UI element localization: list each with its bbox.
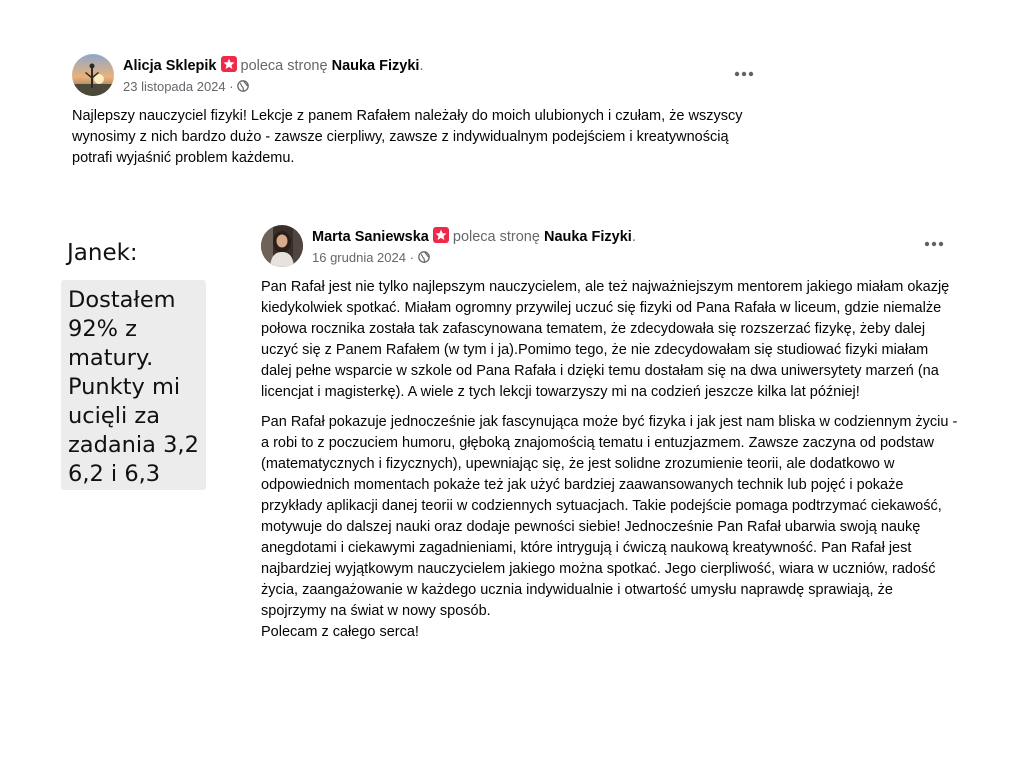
review-post-marta — [250, 212, 964, 698]
page-name-link[interactable]: Nauka Fizyki — [543, 229, 632, 245]
post-text — [261, 277, 961, 652]
avatar[interactable] — [261, 225, 303, 267]
post-header: Marta Saniewska poleca stronę Nauka Fizyki. — [312, 229, 636, 245]
side-note-text: Dostałem 92% z matury. Punkty mi ucięli za zadania 3,2 6,2 i 6,3 — [68, 287, 199, 487]
avatar[interactable] — [72, 54, 114, 96]
side-note-name: Janek: — [67, 240, 138, 266]
review-post-alicja — [62, 42, 770, 180]
author-name[interactable]: Marta Saniewska — [312, 229, 429, 245]
globe-icon — [237, 80, 249, 92]
post-date[interactable]: 23 listopada 2024 — [123, 79, 226, 94]
post-meta: 16 grudnia 2024 · — [312, 250, 430, 266]
post-meta: 23 listopada 2024 · — [123, 79, 249, 95]
recommends-text: poleca stronę — [240, 58, 328, 74]
post-header: Alicja Sklepik poleca stronę Nauka Fizyki. — [123, 58, 424, 74]
post-paragraph: Najlepszy nauczyciel fizyki! Lekcje z panem Rafałem należały do moich ulubionych i czułam, że wszyscy wynosimy z nich bardzo dużo - zawsze cierpliwy, zawsze z indywidualnym podejściem i kreatywnością potrafi wyjaśnić problem każdemu. — [72, 108, 743, 166]
recommend-star-icon — [433, 227, 449, 243]
post-paragraph: Pan Rafał pokazuje jednocześnie jak fascynująca może być fizyka i jak jest nam bliska w codziennym życiu - a robi to z poczuciem humoru, głęboką znajomością tematu i entuzjazmem. Zawsze zaczyna od podstaw (matematycznych i fizycznych), upewniając się, że jest solidne zrozumienie teorii, ale dodatkowo w odpowiednich momentach pokaże też jak użyć bardziej zaawansowanych technik lub pojęć i pokaże przykłady aplikacji danej teorii w codziennych sytuacjach. Takie podejście pomaga podtrzymać ciekawość, motywuje do dalszej nauki oraz dodaje pewności siebie! Jednocześnie Pan Rafał ubarwia swoją naukę anegdotami i ciekawymi zagadnieniami, które intrygują i ćwiczą naukową kreatywność. Pan Rafał jest najbardziej wyjątkowym nauczycielem jakiego można spotkać. Jego cierpliwość, wiara w uczniów, radość życia, zaangażowanie w każdego ucznia indywidualnie i otwartość umysłu naprawdę sprawiają, że spojrzymy na świat w nowy sposób. — [261, 414, 958, 619]
globe-icon — [418, 251, 430, 263]
post-paragraph: Pan Rafał jest nie tylko najlepszym nauczycielem, ale też najważniejszym mentorem jakiego miałam okazję kiedykolwiek spotkać. Miałam ogromny przywilej uczuć się fizyki od Pana Rafała w liceum, gdzie niemalże połowa rocznika została tak zafascynowana tematem, że zdecydowała się rozszerzać fizykę, żeby dalej uczyć się z Panem Rafałem (w tym i ja).Pomimo tego, że nie zdecydowałam się studiować fizyki miałam dalej pełne wsparcie w szkole od Pana Rafała i dzięki temu dostałam się na dwa uniwersytety marzeń (na licencjat i magisterkę). A wiele z tych lekcji towarzyszy mi na codzień jeszcze kilka lat później! — [261, 279, 950, 400]
page-name-link[interactable]: Nauka Fizyki — [331, 58, 420, 74]
avatar-person-photo — [261, 225, 303, 267]
side-note-box — [61, 280, 206, 490]
recommend-star-icon — [221, 56, 237, 72]
more-options-icon[interactable] — [734, 71, 754, 77]
avatar-sunset-photo — [72, 54, 114, 96]
post-date[interactable]: 16 grudnia 2024 — [312, 250, 406, 265]
post-paragraph: Polecam z całego serca! — [261, 624, 419, 640]
more-options-icon[interactable] — [924, 241, 944, 247]
recommends-text: poleca stronę — [452, 229, 540, 245]
author-name[interactable]: Alicja Sklepik — [123, 58, 217, 74]
post-text — [72, 106, 770, 178]
